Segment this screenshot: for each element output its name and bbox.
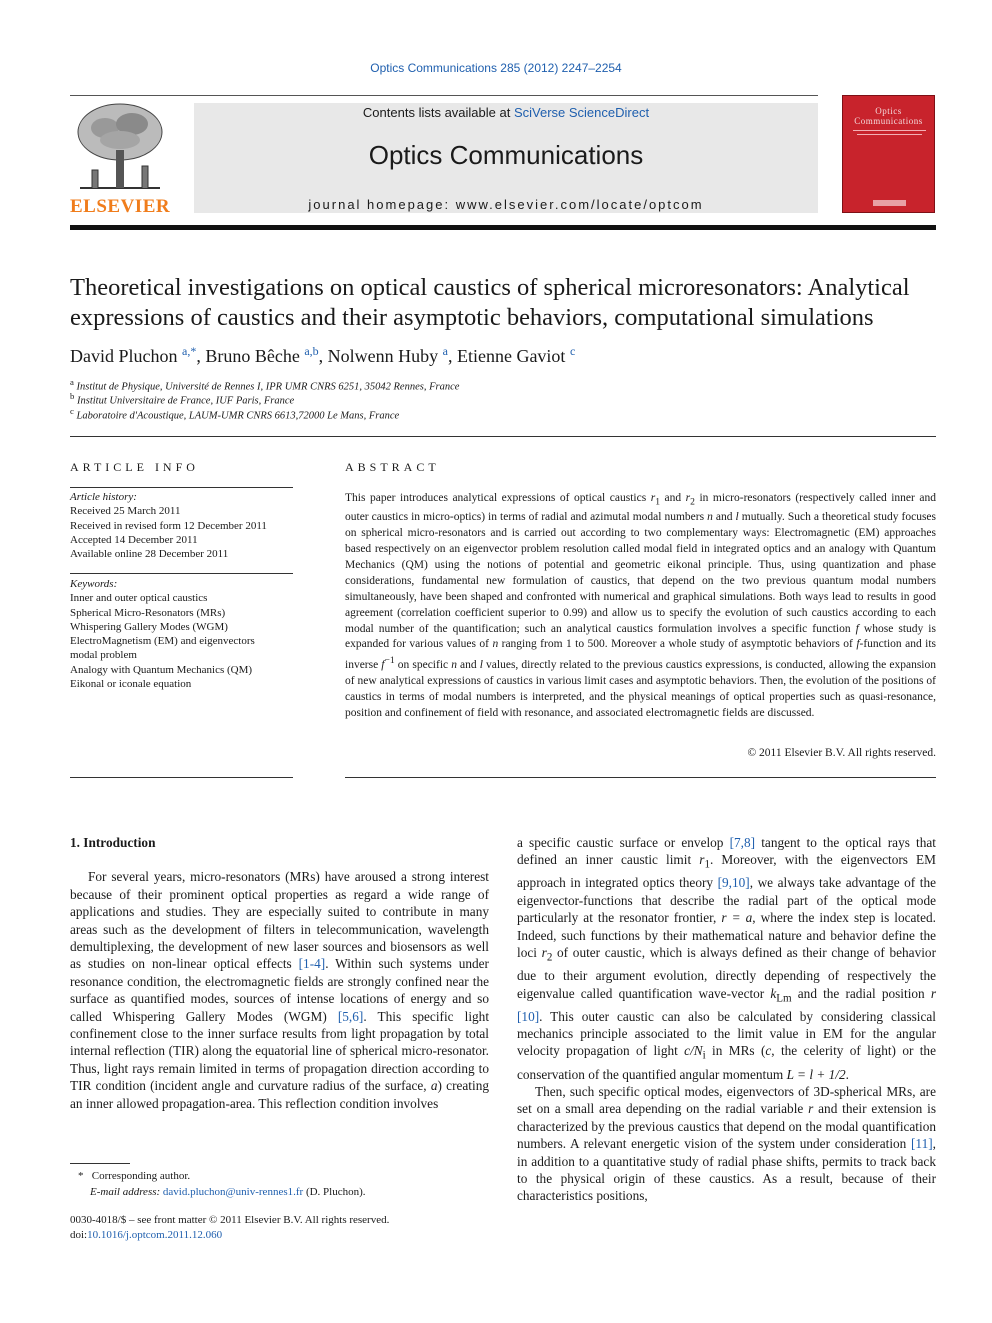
citation-link[interactable]: [1-4] — [298, 956, 326, 972]
contents-prefix: Contents lists available at — [362, 105, 514, 120]
homepage-url-link[interactable]: www.elsevier.com/locate/optcom — [455, 197, 704, 212]
journal-cover-thumbnail[interactable] — [842, 95, 935, 213]
footnote-text: Corresponding author. — [91, 1170, 191, 1182]
keywords — [70, 577, 293, 691]
doi-line — [70, 1228, 489, 1243]
history-item: Accepted 14 December 2011 — [70, 533, 198, 546]
affiliation — [70, 406, 770, 422]
elsevier-wordmark: ELSEVIER — [70, 196, 171, 217]
doi-link[interactable]: 10.1016/j.optcom.2011.12.060 — [87, 1229, 223, 1241]
author-affil-mark[interactable]: a — [442, 344, 448, 358]
body-paragraph: Then, such specific optical modes, eigenvectors of 3D-spherical MRs, are set on a small area depending on the radial variable r and their extension is characterized by the previous caustics that depend on the modal quantification numbers. A relevant energetic vision of the system under consideration [11], in addition to a quantitative study of radial phase shifts, permits to track back to the physical origin of these caustics. As a result, because of their characteristics positions, — [517, 1083, 937, 1204]
email-suffix: (D. Pluchon). — [303, 1185, 366, 1198]
affiliation-mark: a — [70, 377, 74, 387]
keyword-item: Whispering Gallery Modes (WGM) — [70, 620, 228, 633]
elsevier-tree-icon — [70, 100, 170, 192]
cover-divider — [853, 130, 926, 131]
affiliation-mark: b — [70, 391, 75, 401]
email-label: E-mail address: — [90, 1185, 163, 1198]
footnote-mark: * — [78, 1170, 84, 1182]
cover-publisher-mark — [873, 200, 906, 206]
author-name: Nolwenn Huby — [327, 346, 439, 366]
contents-available-line — [194, 105, 818, 120]
abstract-copyright: © 2011 Elsevier B.V. All rights reserved. — [747, 747, 936, 759]
article-history-label: Article history: — [70, 491, 137, 503]
keyword-item: Analogy with Quantum Mechanics (QM) — [70, 663, 253, 676]
abstract-heading: ABSTRACT — [345, 460, 440, 474]
article-info-heading: ARTICLE INFO — [70, 460, 199, 474]
history-item: Received 25 March 2011 — [70, 505, 181, 518]
keyword-item: Eikonal or iconale equation — [70, 678, 192, 691]
article-info-rule — [70, 487, 293, 488]
author-name: Etienne Gaviot — [456, 346, 566, 366]
body-column-left — [70, 834, 489, 1112]
section-rule — [70, 436, 936, 437]
author-name: Bruno Bêche — [205, 346, 300, 366]
keyword-item: ElectroMagnetism (EM) and eigenvectors — [70, 635, 255, 648]
corresponding-star-mark[interactable]: * — [190, 344, 197, 358]
body-paragraph: For several years, micro-resonators (MRs) have aroused a strong interest because of their prominent optical properties as regard a wide range of applications and studies. They are especially suited to contribute in many areas such as the development of filters in telecommunication, wavelength demultiplexing, the development of new laser sources and biosensors as well as studies on non-linear optical effects [1-4]. Within such systems under resonance condition, the electromagnetic fields are strongly confined near the surface as quantified modes, sources of intense locations of energy and so called Whispering Gallery Modes (WGM) [5,6]. This specific light confinement close to the inner surface results from light propagation by total internal reflection (TIR) along the equatorial line of spherical micro-resonator. Thus, light rays remain limited in terms of propagation direction according to TIR condition (incident angle and curvature radius of the surface, a) creating an inner allowed propagation-area. This reflection condition involves — [70, 869, 490, 1111]
citation-link[interactable]: [10] — [517, 1008, 540, 1024]
email-link[interactable]: david.pluchon@univ-rennes1.fr — [162, 1185, 304, 1198]
keyword-item: modal problem — [70, 649, 137, 662]
author-separator: , — [447, 346, 457, 366]
sciencedirect-link[interactable]: SciVerse ScienceDirect — [513, 105, 650, 120]
doi-label: doi: — [70, 1229, 88, 1241]
abstract-text: This paper introduces analytical expressions of optical caustics $r_1$ and $r_2$ in micro-resonators (respectively called inner and outer caustics in micro-optics) in terms of radial and azimutal modal numbers n and l mutually. Such a theoretical study focuses on spherical micro-resonators and is carried out according to two complementary ways: Electromagnetic (EM) approaches based respectively on an eigenvector problem resolution called modal field in integrated optics and an analogy with Quantum Mechanics (QM) using the notions of potential and geometric eikonal principle. Thus, using quantization and phase considerations, fundamental new formulation of caustics, that depend on the two previous quantum modal numbers simultaneously, have been shaped and confronted with numerical and graphical simulations. Both ways lead to results in good agreement (correlation coefficient superior to 0.99) and allow us to specify the evolution of such caustics according to each modal number of the quantification; such an analytical caustics formulation involves a specific function f whose study is expanded for various values of n ranging from 1 to 500. Moreover a whole study of asymptotic behaviors of f-function and its inverse $f^{-1}$ on specific n and l values, directly related to the previous caustics expressions, is conducted, allowing the expansion of new analytical expressions of caustics in various limit cases and asymptotic behaviors. Then, the evolution of the positions of caustics in terms of modal numbers is interpreted, and the physical meanings of optical properties such as quasi-resonance, position and confinement of field with resonance, and associated electromagnetic fields are discussed. — [345, 492, 936, 719]
paper-title: Theoretical investigations on optical caustics of spherical microresonators: Analytical expressions of caustics and their asymptotic behaviors, computational simulations — [70, 274, 910, 331]
affiliation-mark: c — [70, 406, 74, 416]
header-top-rule — [70, 95, 818, 96]
citation-link[interactable]: [5,6] — [337, 1008, 364, 1024]
section-heading-introduction: 1. Introduction — [70, 835, 156, 850]
issn-line: 0030-4018/$ – see front matter © 2011 Elsevier B.V. All rights reserved. — [70, 1214, 390, 1226]
body-column-right — [517, 834, 936, 1205]
journal-reference-link[interactable]: Optics Communications 285 (2012) 2247–2254 — [370, 61, 622, 75]
keyword-item: Inner and outer optical caustics — [70, 592, 208, 605]
author-list — [70, 344, 950, 367]
abstract-rule — [345, 777, 936, 778]
cover-divider — [857, 134, 922, 135]
citation-link[interactable]: [7,8] — [729, 835, 756, 850]
footnotes — [70, 1169, 489, 1200]
author-separator: , — [318, 346, 328, 366]
author-affil-mark[interactable]: c — [569, 344, 576, 358]
email-note — [70, 1185, 489, 1201]
author-affil-mark[interactable]: a, — [182, 344, 191, 358]
publication-notes — [70, 1213, 489, 1243]
article-info-rule — [70, 777, 293, 778]
header-bottom-rule — [70, 225, 936, 230]
body-paragraph: a specific caustic surface or envelop [7,8] tangent to the optical rays that defined an inner caustic limit $r_1$. Moreover, with the eigenvectors EM approach in integrated optics theory [9,10], we always take advantage of the eigenvector-functions that describe the radial part of the optical mode particularly at the resonator frontier, r = a, where the index step is located. Indeed, such functions by their mathematical nature and behavior define the loci $r_2$ of outer caustic, which is always defined as their change of behavior due to their argument evolution, directly depending of respectively the eigenvalue called quantification wave-vector $k_{Lm}$ and the radial position r [10]. This outer caustic can also be calculated by considering classical mechanics principle associated to the limit value in EM for the angular velocity propagation of light $c/N_i$ in MRs (c, the celerity of light) or the conservation of the quantified angular momentum L = l + 1/2. — [517, 835, 937, 1082]
citation-link[interactable]: [11] — [911, 1136, 933, 1152]
footnote-rule — [70, 1163, 130, 1164]
keywords-label: Keywords: — [70, 578, 118, 590]
keyword-item: Spherical Micro-Resonators (MRs) — [70, 606, 226, 619]
affiliation-text: Institut de Physique, Université de Rennes I, IPR UMR CNRS 6251, 35042 Rennes, France — [76, 381, 460, 393]
journal-name: Optics Communications — [368, 140, 644, 170]
author-separator: , — [196, 346, 206, 366]
cover-title: Optics Communications — [854, 106, 923, 126]
article-info-rule — [70, 573, 293, 574]
article-history — [70, 490, 293, 561]
author-affil-mark[interactable]: a,b — [304, 344, 319, 358]
affiliation-text: Laboratoire d'Acoustique, LAUM-UMR CNRS 6613,72000 Le Mans, France — [76, 410, 400, 422]
homepage-prefix: journal homepage: — [308, 197, 456, 212]
affiliation-text: Institut Universitaire de France, IUF Paris, France — [77, 395, 295, 407]
citation-link[interactable]: [9,10] — [717, 875, 750, 891]
author-name: David Pluchon — [70, 346, 178, 366]
history-item: Available online 28 December 2011 — [70, 548, 229, 561]
affiliation — [70, 391, 770, 407]
corresponding-author-note — [70, 1169, 489, 1185]
history-item: Received in revised form 12 December 2011 — [70, 519, 267, 532]
journal-homepage-line — [194, 197, 818, 212]
